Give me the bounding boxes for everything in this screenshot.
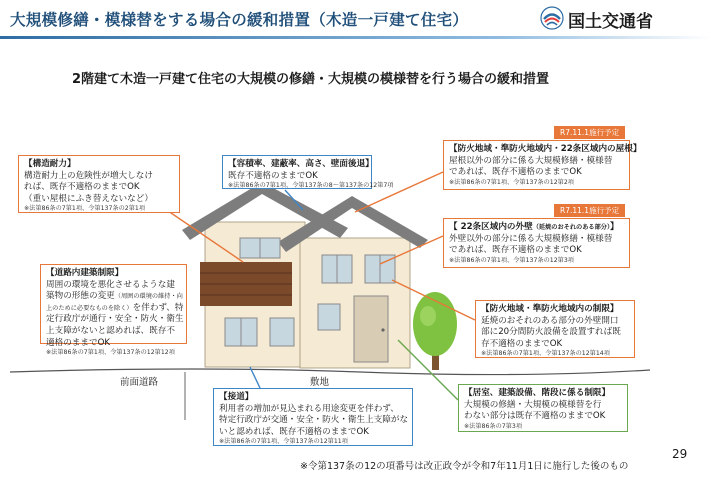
callout-heading: 【防火地域・準防火地域内・22条区域内の屋根】 xyxy=(449,144,642,154)
callout-heading: 【居室、建築設備、階段に係る制限】 xyxy=(464,388,611,398)
callout-heading: 【 22条区域内の外壁（延焼のおそれのある部分）】 xyxy=(449,222,619,232)
callout-heading: 【道路内建築制限】 xyxy=(46,268,124,278)
legal-reference: ※法第86条の7第3項 xyxy=(464,422,523,430)
front-road-label: 前面道路 xyxy=(120,377,159,388)
legal-reference: ※法第86条の7第1項、令第137条の2第1項 xyxy=(24,205,146,213)
section-subtitle: 2階建て木造一戸建て住宅の大規模の修繕・大規模の模様替を行う場合の緩和措置 xyxy=(72,72,550,87)
house-window xyxy=(318,304,340,330)
legal-reference: ※法第86条の7第1項、令第137条の12第12項 xyxy=(46,349,175,357)
effective-date-badge: R7.11.1施行予定 xyxy=(554,126,625,139)
callout-fire-opening: 【防火地域・準防火地域内の制限】 延焼のおそれのある部分の外壁開口 部に20分間防火設備を設置すれば既 存不適格のままでOK ※法第86条の7第1項、令第137条の12第14項 xyxy=(475,300,635,358)
callout-fire-roof: 【防火地域・準防火地域内・22条区域内の屋根】 屋根以外の部分に係る大規模修繕・模様替 であれば、既存不適格のままでOK ※法第86条の7第1項、令第137条の12第2項 xyxy=(443,140,630,190)
legal-reference: ※法第86条の7第1項、令第137条の8～第137条の12第7項 xyxy=(228,182,394,190)
callout-heading: 【接道】 xyxy=(219,392,254,402)
house-window xyxy=(270,318,294,346)
site-label: 敷地 xyxy=(310,377,330,388)
legal-reference: ※法第86条の7第1項、令第137条の12第2項 xyxy=(449,178,574,186)
callout-heading: 【構造耐力】 xyxy=(24,159,76,169)
callout-access: 【接道】 利用者の増加が見込まれる用途変更を伴わず、 特定行政庁が交通・安全・防火・衛生上支障がな いと認めれば、既存不適格のままでOK ※法第86条の7第1項、令第137条の12第11項 xyxy=(213,388,413,446)
callout-exterior-wall: 【 22条区域内の外壁（延焼のおそれのある部分）】 外壁以外の部分に係る大規模修繕・模様替 であれば、既存不適格のままでOK ※法第86条の7第1項、令第137条の12第3項 xyxy=(443,218,630,268)
footnote: ※令第137条の12の項番号は改正政令が令和7年11月1日に施行した後のもの xyxy=(300,461,629,472)
ground-line xyxy=(10,369,650,375)
callout-rooms: 【居室、建築設備、階段に係る制限】 大規模の修繕・大規模の模様替を行 わない部分は既存不適格のままでOK ※法第86条の7第3項 xyxy=(458,384,628,432)
effective-date-badge: R7.11.1施行予定 xyxy=(554,204,625,217)
callout-heading: 【防火地域・準防火地域内の制限】 xyxy=(481,304,619,314)
legal-reference: ※法第86条の7第1項、令第137条の12第14項 xyxy=(481,350,610,358)
page-number: 29 xyxy=(672,447,688,461)
legal-reference: ※法第86条の7第1項、令第137条の12第3項 xyxy=(449,256,574,264)
page-title: 大規模修繕・模様替をする場合の緩和措置（木造一戸建て住宅） xyxy=(10,11,469,29)
logo-text: 国土交通省 xyxy=(568,12,653,32)
legal-reference: ※法第86条の7第1項、令第137条の12第11項 xyxy=(219,438,348,446)
callout-road: 【道路内建築制限】 周囲の環境を悪化させるような建 築物の形態の変更（周囲の環境の維持・向 上のために必要なものを除く）を伴わず、特 定行政庁が通行・安全・防火・衛生 上支障がないと認めれば、既存不 適格のままでOK ※法第86条の7第1項、令第137条の12第12項 xyxy=(40,264,187,344)
leader-access xyxy=(250,367,260,388)
tree-foliage xyxy=(413,292,457,356)
callout-structure: 【構造耐力】 構造耐力上の危険性が増大しなけ れば、既存不適格のままでOK （重い屋根にふき替えないなど） ※法第86条の7第1項、令第137条の2第1項 xyxy=(18,155,180,213)
callout-floor-area: 【容積率、建蔽率、高さ、壁面後退】 既存不適格のままでOK ※法第86条の7第1項、令第137条の8～第137条の12第7項 xyxy=(222,155,372,189)
callout-heading: 【容積率、建蔽率、高さ、壁面後退】 xyxy=(228,159,374,169)
